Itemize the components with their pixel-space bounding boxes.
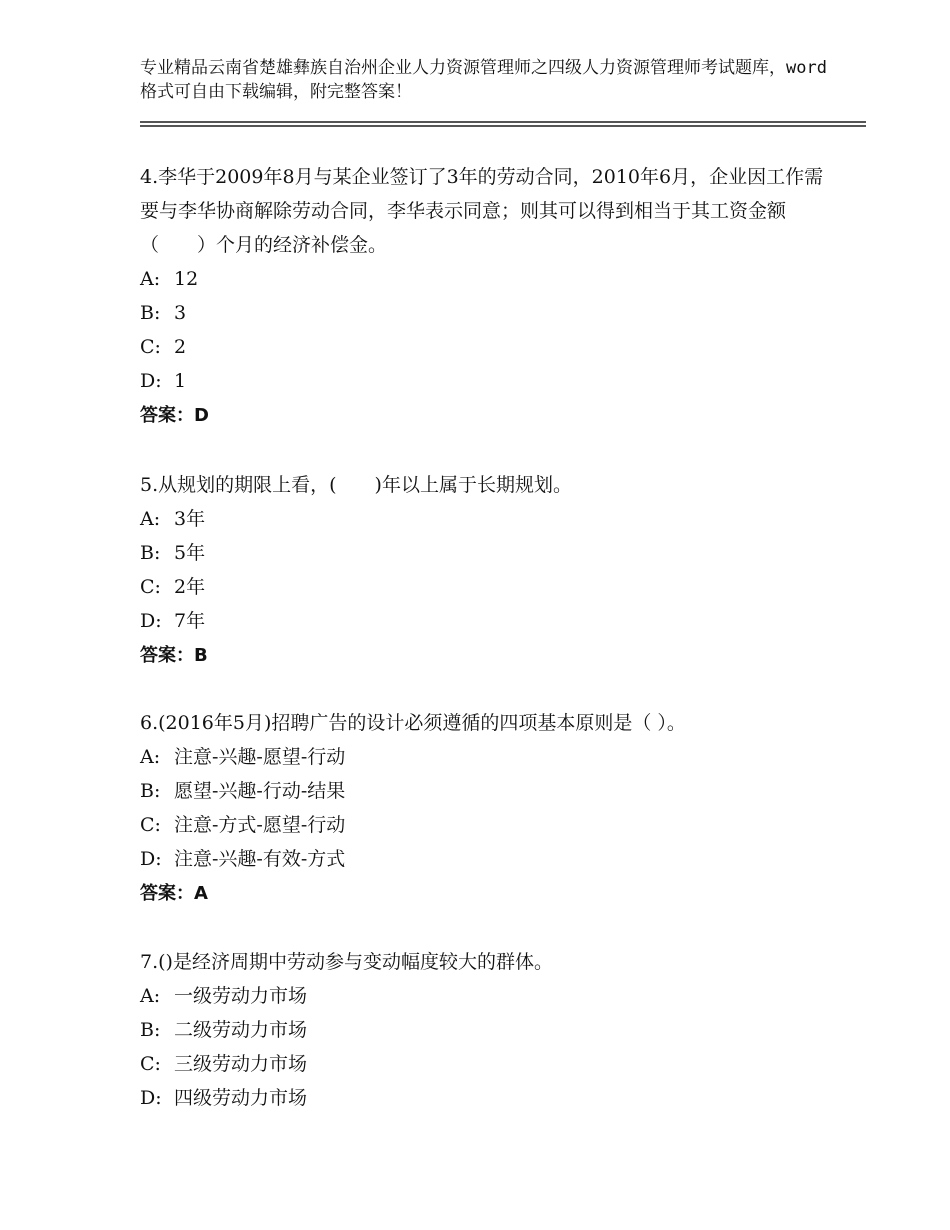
option-letter: D: xyxy=(140,370,162,392)
question-4 xyxy=(140,160,830,434)
option-text: 注意-兴趣-有效-方式 xyxy=(174,848,346,870)
option-text: 2年 xyxy=(174,576,206,598)
option-text: 二级劳动力市场 xyxy=(174,1019,308,1041)
option-letter: C: xyxy=(140,336,161,358)
option-c xyxy=(140,1047,830,1081)
option-text: 一级劳动力市场 xyxy=(174,985,308,1007)
option-text: 3年 xyxy=(174,508,206,530)
answer-label: 答案：B xyxy=(140,645,208,666)
option-letter: B: xyxy=(140,302,161,324)
option-letter: C: xyxy=(140,576,161,598)
header-rule-bottom xyxy=(140,125,866,127)
question-stem: 6.(2016年5月)招聘广告的设计必须遵循的四项基本原则是（ ）。 xyxy=(140,712,686,734)
option-c xyxy=(140,330,830,364)
option-text: 5年 xyxy=(174,542,206,564)
option-b xyxy=(140,1013,830,1047)
option-b xyxy=(140,536,830,570)
option-text: 12 xyxy=(174,268,199,290)
option-d xyxy=(140,1081,830,1115)
option-a xyxy=(140,979,830,1013)
option-a xyxy=(140,740,830,774)
option-letter: A: xyxy=(140,508,161,530)
question-stem: 5.从规划的期限上看，( )年以上属于长期规划。 xyxy=(140,474,572,496)
option-text: 注意-方式-愿望-行动 xyxy=(174,814,346,836)
header-rule-top xyxy=(140,121,866,123)
option-c xyxy=(140,808,830,842)
option-text: 2 xyxy=(174,336,187,358)
option-letter: A: xyxy=(140,746,161,768)
question-6 xyxy=(140,706,830,912)
answer-label: 答案：D xyxy=(140,405,209,426)
option-letter: D: xyxy=(140,1087,162,1109)
option-letter: B: xyxy=(140,1019,161,1041)
option-letter: D: xyxy=(140,848,162,870)
question-7 xyxy=(140,945,830,1115)
question-stem: 4.李华于2009年8月与某企业签订了3年的劳动合同，2010年6月，企业因工作需要与李华协商解除劳动合同，李华表示同意；则其可以得到相当于其工资金额（ ）个月的经济补偿金。 xyxy=(140,166,824,256)
document-header: 专业精品云南省楚雄彝族自治州企业人力资源管理师之四级人力资源管理师考试题库，word格式可自由下载编辑，附完整答案！ xyxy=(140,58,827,102)
option-text: 三级劳动力市场 xyxy=(174,1053,308,1075)
option-letter: C: xyxy=(140,814,161,836)
option-text: 愿望-兴趣-行动-结果 xyxy=(174,780,346,802)
option-letter: A: xyxy=(140,985,161,1007)
option-text: 四级劳动力市场 xyxy=(174,1087,308,1109)
option-a xyxy=(140,262,830,296)
option-d xyxy=(140,364,830,398)
option-text: 7年 xyxy=(174,610,206,632)
option-letter: B: xyxy=(140,780,161,802)
option-letter: D: xyxy=(140,610,162,632)
option-d xyxy=(140,604,830,638)
question-5 xyxy=(140,468,830,674)
answer-label: 答案：A xyxy=(140,883,208,904)
option-b xyxy=(140,296,830,330)
option-d xyxy=(140,842,830,876)
option-text: 3 xyxy=(174,302,187,324)
option-letter: A: xyxy=(140,268,161,290)
question-stem: 7.()是经济周期中劳动参与变动幅度较大的群体。 xyxy=(140,951,553,973)
option-letter: C: xyxy=(140,1053,161,1075)
option-c xyxy=(140,570,830,604)
option-b xyxy=(140,774,830,808)
option-text: 1 xyxy=(174,370,187,392)
option-text: 注意-兴趣-愿望-行动 xyxy=(174,746,346,768)
option-a xyxy=(140,502,830,536)
option-letter: B: xyxy=(140,542,161,564)
